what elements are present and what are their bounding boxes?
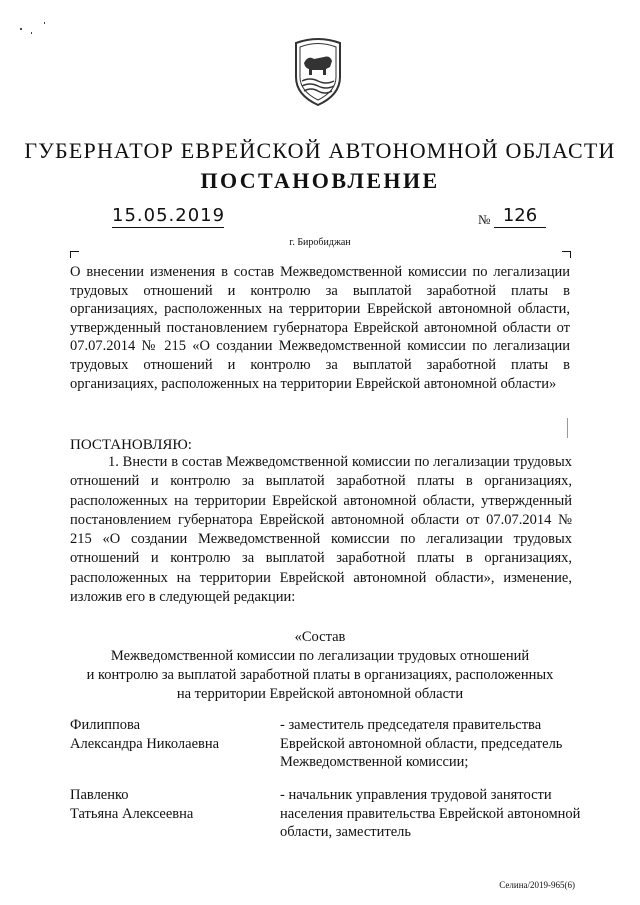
composition-title: «Состав <box>294 629 346 645</box>
composition-line: и контролю за выплатой заработной платы в организациях, расположенных <box>86 667 554 683</box>
document-type-heading: ПОСТАНОВЛЕНИЕ <box>200 168 440 193</box>
document-code: Селина/2019-965(6) <box>499 880 575 890</box>
member-surname: Филиппова <box>70 717 141 733</box>
composition-line: на территории Еврейской автономной области <box>176 686 464 702</box>
decree-number: 126 <box>494 205 546 228</box>
number-sign: № <box>478 212 491 227</box>
member-given-names: Александра Николаевна <box>70 735 220 752</box>
coat-of-arms-icon <box>290 33 346 109</box>
composition-heading <box>60 628 580 704</box>
member-name <box>70 716 270 753</box>
member-position: - начальник управления трудовой занятости населения правительства Еврейской автономной области, заместитель <box>280 787 581 840</box>
member-position: - заместитель председателя правительства Еврейской автономной области, председатель Межведомственной комиссии; <box>280 717 563 770</box>
resolve-label: ПОСТАНОВЛЯЮ: <box>70 437 192 453</box>
member-name <box>70 786 270 823</box>
member-given-names: Татьяна Алексеевна <box>70 805 194 822</box>
decree-date: 15.05.2019 <box>112 205 226 226</box>
composition-line: Межведомственной комиссии по легализации трудовых отношений <box>110 648 530 664</box>
decree-subject: О внесении изменения в состав Межведомственной комиссии по легализации трудовых отношений и контролю за выплатой заработной платы в организациях, расположенных на территории Еврейской автономной области, утвержденный постановлением губернатора Еврейской автономной области от 07.07.2014 № 215 «О создании Межведомственной комиссии по легализации трудовых отношений и контролю за выплатой заработной платы в организациях, расположенных на территории Еврейской автономной области» <box>70 264 570 392</box>
subject-corner-left <box>70 251 79 258</box>
governor-title: ГУБЕРНАТОР ЕВРЕЙСКОЙ АВТОНОМНОЙ ОБЛАСТИ <box>24 138 616 163</box>
member-surname: Павленко <box>70 787 129 803</box>
subject-corner-right <box>562 251 571 258</box>
decree-item-1: 1. Внести в состав Межведомственной комиссии по легализации трудовых отношений и контролю за выплатой заработной платы в организациях, расположенных на территории Еврейской автономной области, утвержденный постановлением губернатора Еврейской автономной области от 07.07.2014 № 215 «О создании Межведомственной комиссии по легализации трудовых отношений и контролю за выплатой заработной платы в организациях, расположенных на территории Еврейской автономной области», изменение, изложив его в следующей редакции: <box>70 454 572 606</box>
city-label: г. Биробиджан <box>289 237 351 248</box>
